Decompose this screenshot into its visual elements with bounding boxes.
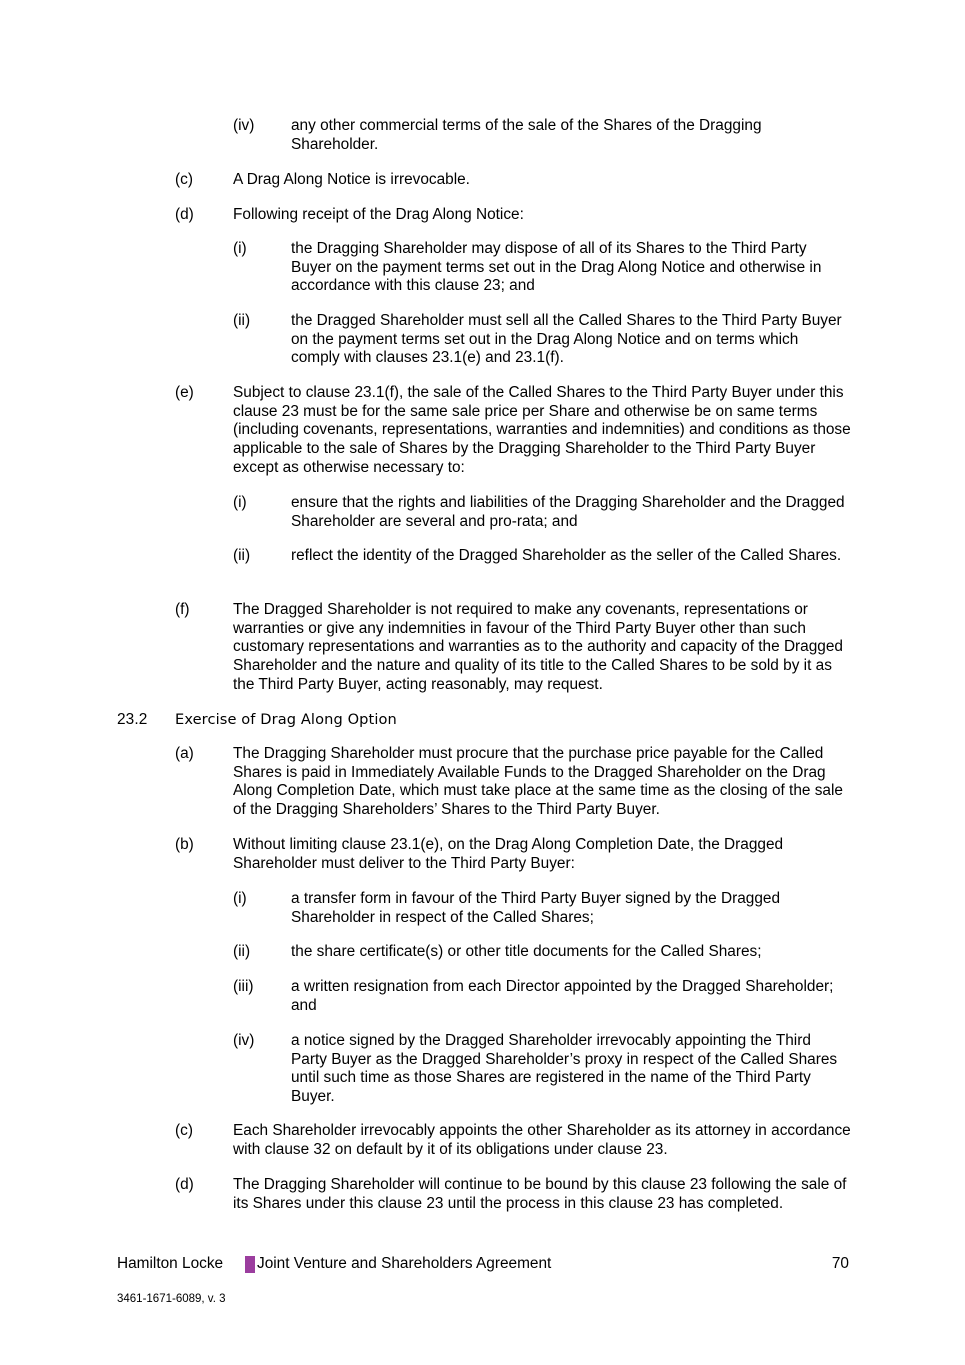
clause-label: (iv) — [233, 117, 255, 134]
clause-label: (d) — [175, 206, 194, 223]
page-footer — [117, 1255, 849, 1275]
page-number: 70 — [831, 1255, 849, 1272]
section-number: 23.2 — [117, 711, 148, 728]
clause-label: (b) — [175, 836, 194, 853]
clause-text: Subject to clause 23.1(f), the sale of the Called Shares to the Third Party Buyer under this clause 23 must be for the same sale price per Share and otherwise be on same terms (including covenants, representations, warranties and indemnities) and conditions as those applicable to the sale of Shares by the Dragging Shareholder to the Third Party Buyer except as otherwise necessary to: — [233, 384, 851, 476]
clause-label: (c) — [175, 171, 193, 188]
clause-label: (d) — [175, 1176, 194, 1193]
clause-label: (iii) — [233, 978, 254, 995]
clause-label: (e) — [175, 384, 194, 401]
clause-text: reflect the identity of the Dragged Shareholder as the seller of the Called Shares. — [291, 547, 842, 564]
clause-label: (ii) — [233, 943, 251, 960]
clause-text: a notice signed by the Dragged Shareholder irrevocably appointing the Third Party Buyer as the Dragged Shareholder’s proxy in respect of the Called Shares until such time as those Shares are registered in the name of the Third Party Buyer. — [291, 1032, 838, 1106]
clause-text: any other commercial terms of the sale of the Shares of the Dragging Shareholder. — [291, 117, 762, 153]
document-id: 3461-1671-6089, v. 3 — [117, 1293, 226, 1305]
clause-text: the Dragging Shareholder may dispose of all of its Shares to the Third Party Buyer on the payment terms set out in the Drag Along Notice and otherwise in accordance with this clause 23; and — [291, 240, 822, 295]
clause-label: (a) — [175, 745, 194, 762]
clause-label: (i) — [233, 494, 247, 511]
clause-text: a transfer form in favour of the Third Party Buyer signed by the Dragged Shareholder in respect of the Called Shares; — [291, 890, 781, 926]
clause-text: the share certificate(s) or other title documents for the Called Shares; — [291, 943, 762, 960]
clause-label: (i) — [233, 890, 247, 907]
clause-text: the Dragged Shareholder must sell all the Called Shares to the Third Party Buyer on the payment terms set out in the Drag Along Notice and on terms which comply with clauses 23.1(e) and 23.1(f). — [291, 312, 842, 367]
clause-label: (i) — [233, 240, 247, 257]
clause-label: (ii) — [233, 312, 251, 329]
clause-text: Following receipt of the Drag Along Notice: — [233, 206, 524, 223]
clause-text: The Dragging Shareholder will continue to be bound by this clause 23 following the sale of its Shares under this clause 23 until the process in this clause 23 has completed. — [233, 1176, 847, 1212]
clause-text: The Dragged Shareholder is not required to make any covenants, representations or warranties or give any indemnities in favour of the Third Party Buyer other than such customary representations and warranties as to the authority and capacity of the Dragged Shareholder and the nature and quality of its title to the Called Shares to be sold by it as the Third Party Buyer, acting reasonably, may request. — [233, 601, 843, 693]
clause-label: (c) — [175, 1122, 193, 1139]
clause-text: The Dragging Shareholder must procure that the purchase price payable for the Called Shares is paid in Immediately Available Funds to the Dragged Shareholder on the Drag Along Completion Date, which must take place at the same time as the closing of the sale of the Dragging Shareholders’ Shares to the Third Party Buyer. — [233, 745, 843, 819]
clause-label: (iv) — [233, 1032, 255, 1049]
clause-label: (f) — [175, 601, 190, 618]
section-title: Exercise of Drag Along Option — [175, 711, 397, 728]
clause-text: Each Shareholder irrevocably appoints the other Shareholder as its attorney in accordance with clause 32 on default by it of its obligations under clause 23. — [233, 1122, 851, 1158]
accent-bar — [245, 1256, 255, 1273]
clause-label: (ii) — [233, 547, 251, 564]
firm-name: Hamilton Locke — [117, 1255, 224, 1272]
clause-text: ensure that the rights and liabilities of the Dragging Shareholder and the Dragged Shareholder are several and pro-rata; and — [291, 494, 845, 530]
clause-text: Without limiting clause 23.1(e), on the Drag Along Completion Date, the Dragged Shareholder must deliver to the Third Party Buyer: — [233, 836, 784, 872]
clause-text: A Drag Along Notice is irrevocable. — [233, 171, 470, 188]
clause-text: a written resignation from each Director appointed by the Dragged Shareholder; and — [291, 978, 834, 1014]
document-title: Joint Venture and Shareholders Agreement — [257, 1255, 552, 1272]
